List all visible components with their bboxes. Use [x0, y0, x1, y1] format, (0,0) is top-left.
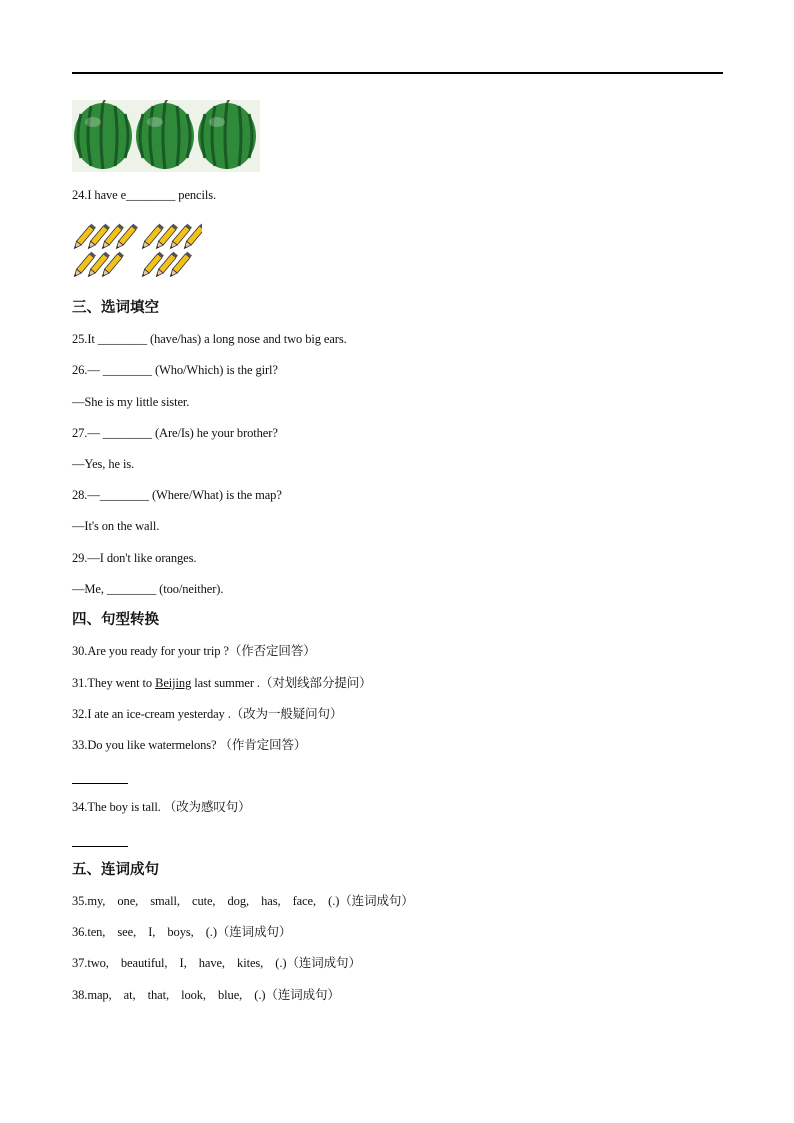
question-28: 28.—________ (Where/What) is the map? [72, 488, 282, 502]
question-31-underlined: Beijing [155, 676, 192, 690]
question-25: 25.It ________ (have/has) a long nose and two big ears. [72, 332, 347, 346]
pencil-group-2 [140, 224, 202, 279]
question-38: 38.map, at, that, look, blue, (.)（连词成句） [72, 988, 340, 1002]
question-33: 33.Do you like watermelons? （作肯定回答） [72, 738, 307, 752]
question-31-prefix: 31.They went to [72, 676, 156, 690]
question-27: 27.— ________ (Are/Is) he your brother? [72, 426, 278, 440]
question-34: 34.The boy is tall. （改为感叹句） [72, 800, 251, 814]
section-4-title: 四、句型转换 [72, 612, 159, 628]
question-36: 36.ten, see, I, boys, (.)（连词成句） [72, 925, 292, 939]
answer-28: —It's on the wall. [72, 519, 160, 533]
question-26: 26.— ________ (Who/Which) is the girl? [72, 363, 278, 377]
question-29: 29.—I don't like oranges. [72, 551, 197, 565]
pencil-group-1 [72, 224, 138, 279]
answer-line-34 [72, 846, 128, 847]
question-31-suffix: last summer .（对划线部分提问） [191, 676, 372, 690]
header-rule [72, 72, 723, 74]
question-24: 24.I have e________ pencils. [72, 188, 217, 202]
answer-27: —Yes, he is. [72, 457, 135, 471]
question-31 [72, 675, 372, 691]
section-3-title: 三、选词填空 [72, 300, 159, 316]
question-35: 35.my, one, small, cute, dog, has, face, (.)（连词成句） [72, 894, 414, 908]
question-30: 30.Are you ready for your trip ?（作否定回答） [72, 644, 316, 658]
watermelons-image [72, 100, 260, 172]
question-37: 37.two, beautiful, I, have, kites, (.)（连词成句） [72, 956, 361, 970]
section-5-title: 五、连词成句 [72, 862, 159, 878]
answer-29: —Me, ________ (too/neither). [72, 582, 224, 596]
answer-line-33 [72, 783, 128, 784]
pencils-image [72, 220, 202, 282]
question-32: 32.I ate an ice-cream yesterday .（改为一般疑问句） [72, 707, 343, 721]
answer-26: —She is my little sister. [72, 395, 190, 409]
